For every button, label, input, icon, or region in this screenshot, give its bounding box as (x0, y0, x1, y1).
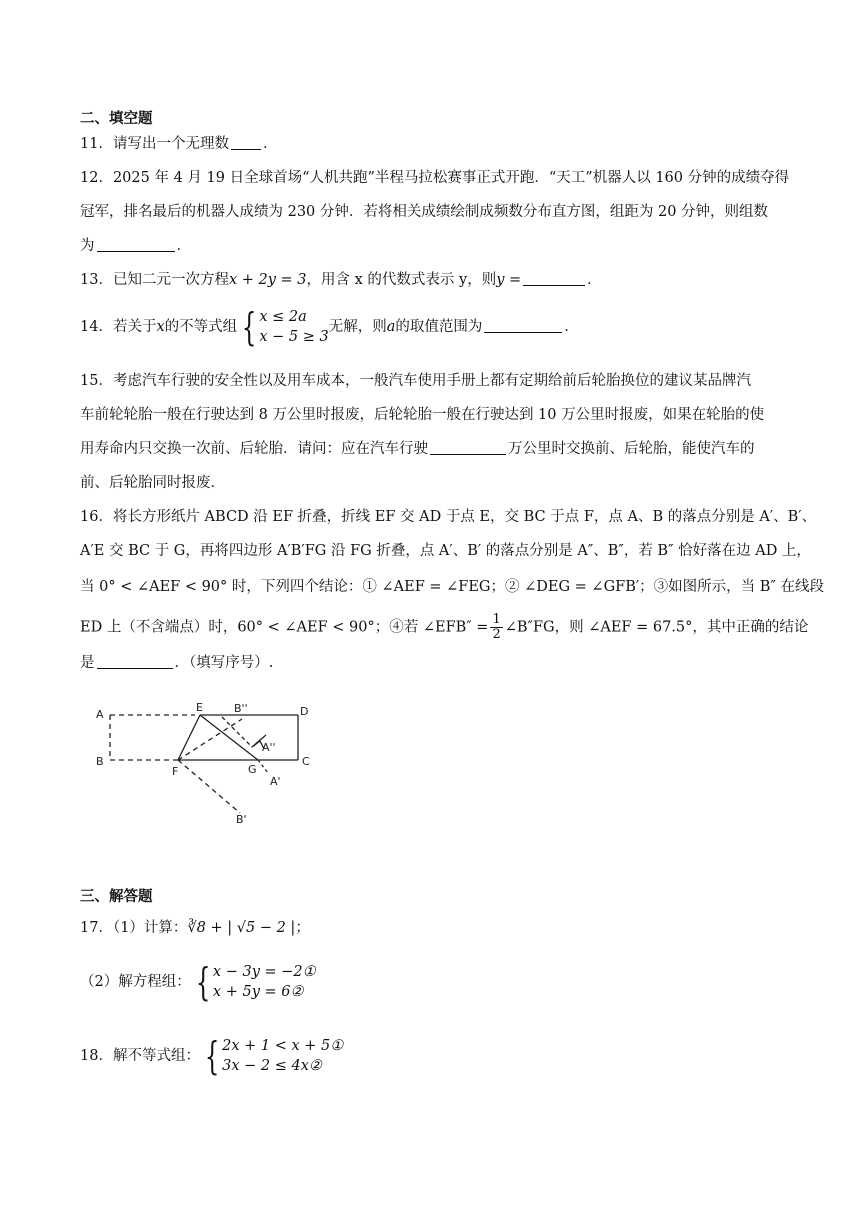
q11-answer-blank[interactable] (231, 135, 261, 150)
brace-icon: { (241, 305, 257, 349)
label-B-double-prime: B'' (234, 702, 248, 715)
question-14 (80, 307, 579, 347)
line-B2A2 (222, 717, 252, 747)
q17-part1-end: ； (295, 920, 310, 936)
label-B-prime: B' (236, 813, 247, 826)
line-EG (200, 715, 258, 760)
q13-end: ． (587, 272, 602, 288)
label-D: D (300, 705, 309, 718)
question-15-line2: 车前轮轮胎一般在行驶达到 8 万公里时报废，后轮轮胎一般在行驶达到 10 万公里时报废，如果在轮胎的使 (80, 407, 765, 423)
question-12-line1: 12．2025 年 4 月 19 日全球首场“人机共跑”半程马拉松赛事正式开跑．“天工”机器人以 160 分钟的成绩夺得 (80, 170, 790, 186)
q17-expression: ∛8 + | √5 − 2 | (187, 920, 296, 936)
question-16-line1: 16．将长方形纸片 ABCD 沿 EF 折叠，折线 EF 交 AD 于点 E，交 BC 于点 F，点 A、B 的落点分别是 A′、B′、 (80, 509, 817, 525)
q14-text-mid1: 的不等式组 (164, 319, 238, 335)
q13-answer-blank[interactable] (523, 271, 585, 286)
q14-text-mid3: 的取值范围为 (395, 319, 483, 335)
q17-part2-text: （2）解方程组： (80, 974, 191, 990)
question-12-line3 (80, 236, 191, 256)
label-F: F (172, 765, 179, 778)
question-13 (80, 270, 602, 290)
brace-icon: { (195, 960, 211, 1004)
q16-end: ．（填写序号）. (174, 655, 274, 671)
fraction-numerator: 1 (492, 612, 501, 627)
q14-text: 14．若关于 (80, 319, 157, 335)
line-FB1 (178, 760, 240, 813)
q16-text-post: ∠B″FG，则 ∠AEF = 67.5°，其中正确的结论 (504, 619, 809, 636)
q18-ineq1: 2x + 1 < x + 5① (222, 1038, 344, 1054)
label-G: G (248, 763, 257, 776)
q15-answer-blank[interactable] (430, 440, 506, 455)
q14-ineq1: x ≤ 2a (259, 309, 307, 325)
question-18 (80, 1036, 343, 1076)
q15-text-post: 万公里时交换前、后轮胎，能使汽车的 (508, 441, 755, 457)
question-15-line3 (80, 439, 755, 459)
line-GA1 (258, 760, 268, 773)
q15-text: 用寿命内只交换一次前、后轮胎．请问：应在汽车行驶 (80, 441, 428, 457)
q12-end: ． (176, 238, 191, 254)
label-C: C (302, 755, 310, 768)
question-15-line4: 前、后轮胎同时报废． (80, 475, 225, 491)
q11-end: ． (262, 136, 278, 152)
q18-text: 18．解不等式组： (80, 1048, 200, 1064)
question-17-part2 (80, 962, 316, 1002)
question-16-line2: A′E 交 BC 于 G，再将四边形 A′B′FG 沿 FG 折叠，点 A′、B′ 的落点分别是 A″、B″，若 B″ 恰好落在边 AD 上， (80, 543, 811, 559)
q16-fraction (490, 613, 502, 642)
question-11 (80, 134, 277, 154)
label-A: A (96, 708, 104, 721)
q14-text-mid2: 无解，则 (328, 319, 387, 335)
q13-text: 13．已知二元一次方程 (80, 272, 229, 288)
question-17-part1 (80, 918, 310, 938)
q12-answer-blank[interactable] (97, 237, 175, 252)
q11-text: 11．请写出一个无理数 (80, 136, 229, 152)
brace-icon: { (204, 1034, 220, 1078)
label-A-prime: A' (270, 775, 281, 788)
q14-x: x (156, 319, 165, 335)
q18-inequality-system (200, 1036, 343, 1076)
fraction-denominator: 2 (492, 627, 501, 642)
q18-ineq2: 3x − 2 ≤ 4x② (222, 1058, 322, 1074)
label-B: B (96, 755, 104, 768)
q12-text: 为 (80, 238, 95, 254)
q13-y: y = (496, 272, 522, 288)
q16-answer-blank[interactable] (97, 654, 173, 669)
question-12-line2: 冠军，排名最后的机器人成绩为 230 分钟．若将相关成绩绘制成频数分布直方图，组距为 20 分钟，则组数 (80, 204, 769, 220)
q17-equation-system (191, 962, 316, 1002)
question-16-line5 (80, 653, 273, 673)
question-16-line4 (80, 613, 808, 642)
q16-folding-figure (90, 695, 320, 830)
q14-inequality-system (237, 307, 329, 347)
q14-end: ． (564, 319, 579, 335)
question-15-line1: 15．考虑汽车行驶的安全性以及用车成本，一般汽车使用手册上都有定期给前后轮胎换位的建议某品牌汽 (80, 373, 751, 389)
q16-text-is: 是 (80, 655, 95, 671)
section-title-solve: 三、解答题 (80, 889, 153, 905)
q13-equation: x + 2y = 3 (228, 272, 307, 288)
q17-eq1: x − 3y = −2① (212, 964, 316, 980)
q17-eq2: x + 5y = 6② (212, 984, 304, 1000)
q14-ineq2: x − 5 ≥ 3 (259, 329, 329, 345)
q16-text: ED 上（不含端点）时，60° < ∠AEF < 90°；④若 ∠EFB″ = (80, 619, 489, 636)
q13-text-mid: ，用含 x 的代数式表示 y，则 (306, 272, 497, 288)
label-E: E (196, 701, 203, 714)
question-16-line3: 当 0° < ∠AEF < 90° 时，下列四个结论：① ∠AEF = ∠FEG；② ∠DEG = ∠GFB′；③如图所示，当 B″ 在线段 (80, 579, 824, 595)
section-title-fill-in: 二、填空题 (80, 111, 153, 127)
label-A-double-prime: A'' (262, 741, 276, 754)
q14-answer-blank[interactable] (484, 318, 562, 333)
q14-a: a (386, 319, 396, 335)
q17-part1-text: 17．（1）计算： (80, 920, 188, 936)
